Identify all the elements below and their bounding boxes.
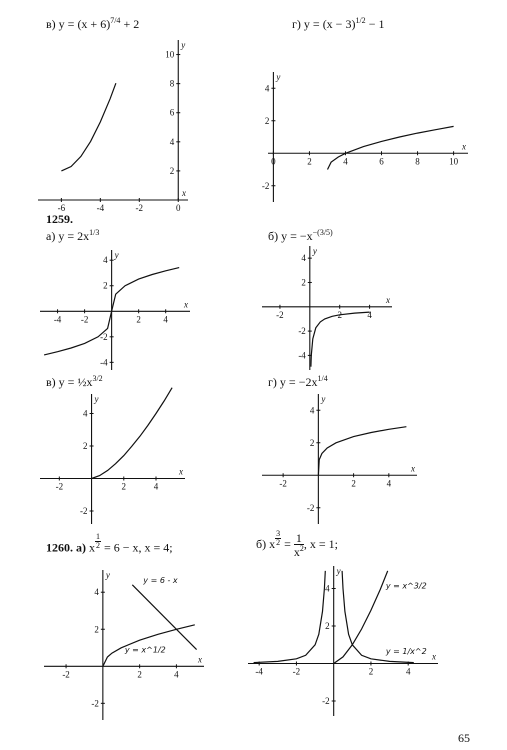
y-tick-label: 10	[165, 49, 175, 60]
y-axis-label: y	[181, 40, 186, 50]
exponent-denominator: 2	[96, 541, 100, 550]
equation-base: x	[89, 540, 95, 555]
curve-annotation: y = 6 - x	[143, 575, 178, 585]
y-tick-label: -2	[261, 180, 270, 191]
x-tick-label: -2	[80, 314, 89, 325]
fraction-numerator: 1	[295, 531, 302, 545]
x-tick-label: -2	[276, 309, 284, 320]
x-tick-label: 0	[176, 203, 181, 213]
x-axis-label: x	[432, 651, 436, 662]
y-tick-label: -2	[80, 506, 88, 516]
x-tick-label: -4	[53, 314, 62, 325]
x-tick-label: 4	[163, 314, 168, 325]
chart-g-1258	[261, 72, 468, 202]
y-tick-label: 2	[325, 621, 330, 631]
y-tick-label: -4	[298, 350, 306, 361]
equation: y = (x + 6)	[58, 17, 111, 31]
x-axis-label: x	[182, 188, 186, 198]
chart-a-1259	[40, 250, 190, 370]
y-tick-label: 2	[309, 437, 315, 448]
item-letter: г)	[268, 375, 277, 389]
y-tick-label: 2	[169, 165, 175, 176]
heading-b-1260	[256, 528, 338, 559]
heading-v-1258	[46, 16, 139, 32]
exponent: 1/2	[355, 16, 366, 25]
y-tick-label: -4	[100, 357, 108, 368]
x-tick-label: 10	[449, 156, 459, 167]
exponent-numerator: 1	[96, 532, 100, 541]
equation: y = (x − 3)	[303, 17, 356, 31]
item-letter: в)	[46, 375, 56, 389]
item-letter: б)	[256, 536, 267, 551]
x-tick-label: -2	[55, 481, 64, 492]
item-letter: а)	[46, 229, 56, 243]
y-tick-label: 2	[83, 441, 88, 451]
fraction-denominator	[294, 545, 304, 558]
y-tick-label: 8	[169, 78, 175, 89]
y-axis-label: y	[94, 394, 99, 404]
y-axis-label: y	[321, 394, 326, 404]
x-tick-label: -4	[255, 666, 263, 677]
heading-g-1259	[268, 374, 328, 390]
x-tick-label: 2	[337, 309, 342, 320]
x-tick-label: 8	[415, 156, 420, 167]
equals: =	[281, 536, 294, 551]
y-tick-label: 4	[83, 408, 88, 419]
x-tick-label: 2	[307, 156, 312, 167]
x-tick-label: -4	[96, 203, 105, 213]
series-line	[92, 388, 173, 479]
fraction	[294, 532, 304, 558]
equation-rest: , x = 1;	[303, 536, 338, 551]
x-axis-label: x	[462, 141, 466, 152]
x-tick-label: 4	[343, 156, 348, 167]
x-tick-label: 2	[136, 314, 141, 325]
y-axis-label: y	[114, 250, 119, 260]
x-axis-label: x	[198, 654, 202, 665]
y-tick-label: -2	[298, 326, 306, 337]
series-line	[334, 571, 388, 664]
item-letter: г)	[292, 17, 301, 31]
heading-g-1258	[292, 16, 384, 32]
heading-a-1260	[46, 532, 173, 557]
x-tick-label: -2	[135, 203, 144, 213]
series-line	[318, 427, 406, 476]
x-tick-label: 4	[174, 669, 179, 680]
x-tick-label: 4	[386, 478, 392, 489]
y-axis-label: y	[105, 570, 110, 580]
chart-g-1259	[262, 394, 417, 524]
y-tick-label: 4	[94, 587, 99, 598]
y-tick-label: 2	[103, 280, 108, 291]
chart-v-1259	[40, 394, 185, 524]
exponent: 1/4	[317, 374, 328, 383]
heading-a-1259	[46, 228, 99, 244]
x-tick-label: 2	[121, 481, 127, 492]
item-letter: а)	[76, 540, 86, 555]
equation-tail: − 1	[365, 17, 385, 31]
x-axis-label: x	[411, 463, 415, 474]
y-tick-label: -2	[322, 696, 330, 706]
fraction-exponent	[95, 533, 101, 550]
y-tick-label: -2	[100, 331, 108, 342]
heading-v-1259	[46, 374, 103, 390]
x-axis-label: x	[184, 299, 188, 310]
y-axis-label: y	[336, 566, 341, 576]
item-letter: в)	[46, 17, 56, 31]
x-tick-label: 4	[367, 309, 372, 320]
exponent: −(3/5)	[312, 228, 333, 237]
y-tick-label: 2	[264, 115, 270, 126]
y-tick-label: -2	[91, 698, 99, 709]
heading-b-1259	[268, 228, 333, 244]
item-letter: б)	[268, 229, 279, 243]
chart-b-1260	[248, 566, 438, 716]
series-line	[254, 571, 326, 663]
x-tick-label: 0	[271, 156, 276, 167]
chart-a-1260	[44, 570, 204, 720]
x-axis-label: x	[386, 294, 390, 305]
denominator-base: x	[293, 545, 300, 559]
equation: y = 2x	[58, 229, 90, 243]
x-tick-label: -2	[279, 478, 287, 489]
equation: y = ½x	[58, 375, 93, 389]
exponent: 7/4	[110, 16, 121, 25]
equation: y = −2x	[279, 375, 318, 389]
problem-1259-number	[46, 212, 73, 227]
exponent-denominator: 2	[276, 537, 281, 547]
y-axis-label: y	[312, 246, 317, 256]
y-tick-label: 2	[94, 624, 99, 635]
x-tick-label: -2	[292, 666, 301, 677]
page-number: 65	[458, 731, 470, 745]
y-tick-label: 4	[169, 136, 175, 147]
exponent-numerator: 3	[276, 528, 281, 538]
exponent: 1/3	[89, 228, 100, 237]
x-tick-label: 4	[405, 666, 411, 677]
curve-annotation: y = x^3/2	[385, 581, 427, 591]
equation: y = −x	[281, 229, 313, 243]
x-tick-label: -6	[57, 203, 66, 213]
x-tick-label: 2	[368, 666, 374, 677]
x-tick-label: 4	[153, 481, 159, 492]
x-tick-label: -2	[62, 669, 70, 680]
x-axis-label: x	[179, 466, 183, 477]
y-tick-label: 2	[301, 277, 306, 288]
equation-rest: = 6 − x, x = 4;	[101, 540, 173, 555]
series-line	[61, 83, 116, 171]
series-line	[311, 309, 372, 367]
chart-b-1259	[262, 246, 392, 370]
x-tick-label: 2	[351, 478, 356, 489]
exponent: 3/2	[92, 374, 103, 383]
curve-annotation: y = 1/x^2	[385, 647, 427, 657]
equation-tail: + 2	[120, 17, 140, 31]
fraction-exponent	[275, 530, 281, 547]
problem-number: 1260.	[46, 540, 73, 555]
problem-number: 1259.	[46, 212, 73, 226]
denominator-exponent: 2	[299, 544, 304, 553]
y-tick-label: 4	[325, 583, 330, 594]
y-tick-label: 4	[309, 405, 315, 416]
x-tick-label: 6	[379, 156, 384, 167]
x-tick-label: 2	[137, 669, 142, 680]
y-tick-label: 4	[301, 253, 306, 264]
equation-base: x	[269, 536, 276, 551]
y-tick-label: 6	[169, 107, 175, 118]
y-axis-label: y	[276, 72, 281, 82]
y-tick-label: -2	[306, 502, 315, 513]
curve-annotation: y = x^1/2	[124, 645, 166, 655]
chart-v-1258	[38, 40, 188, 213]
y-tick-label: 4	[103, 255, 108, 266]
y-tick-label: 4	[264, 83, 270, 94]
